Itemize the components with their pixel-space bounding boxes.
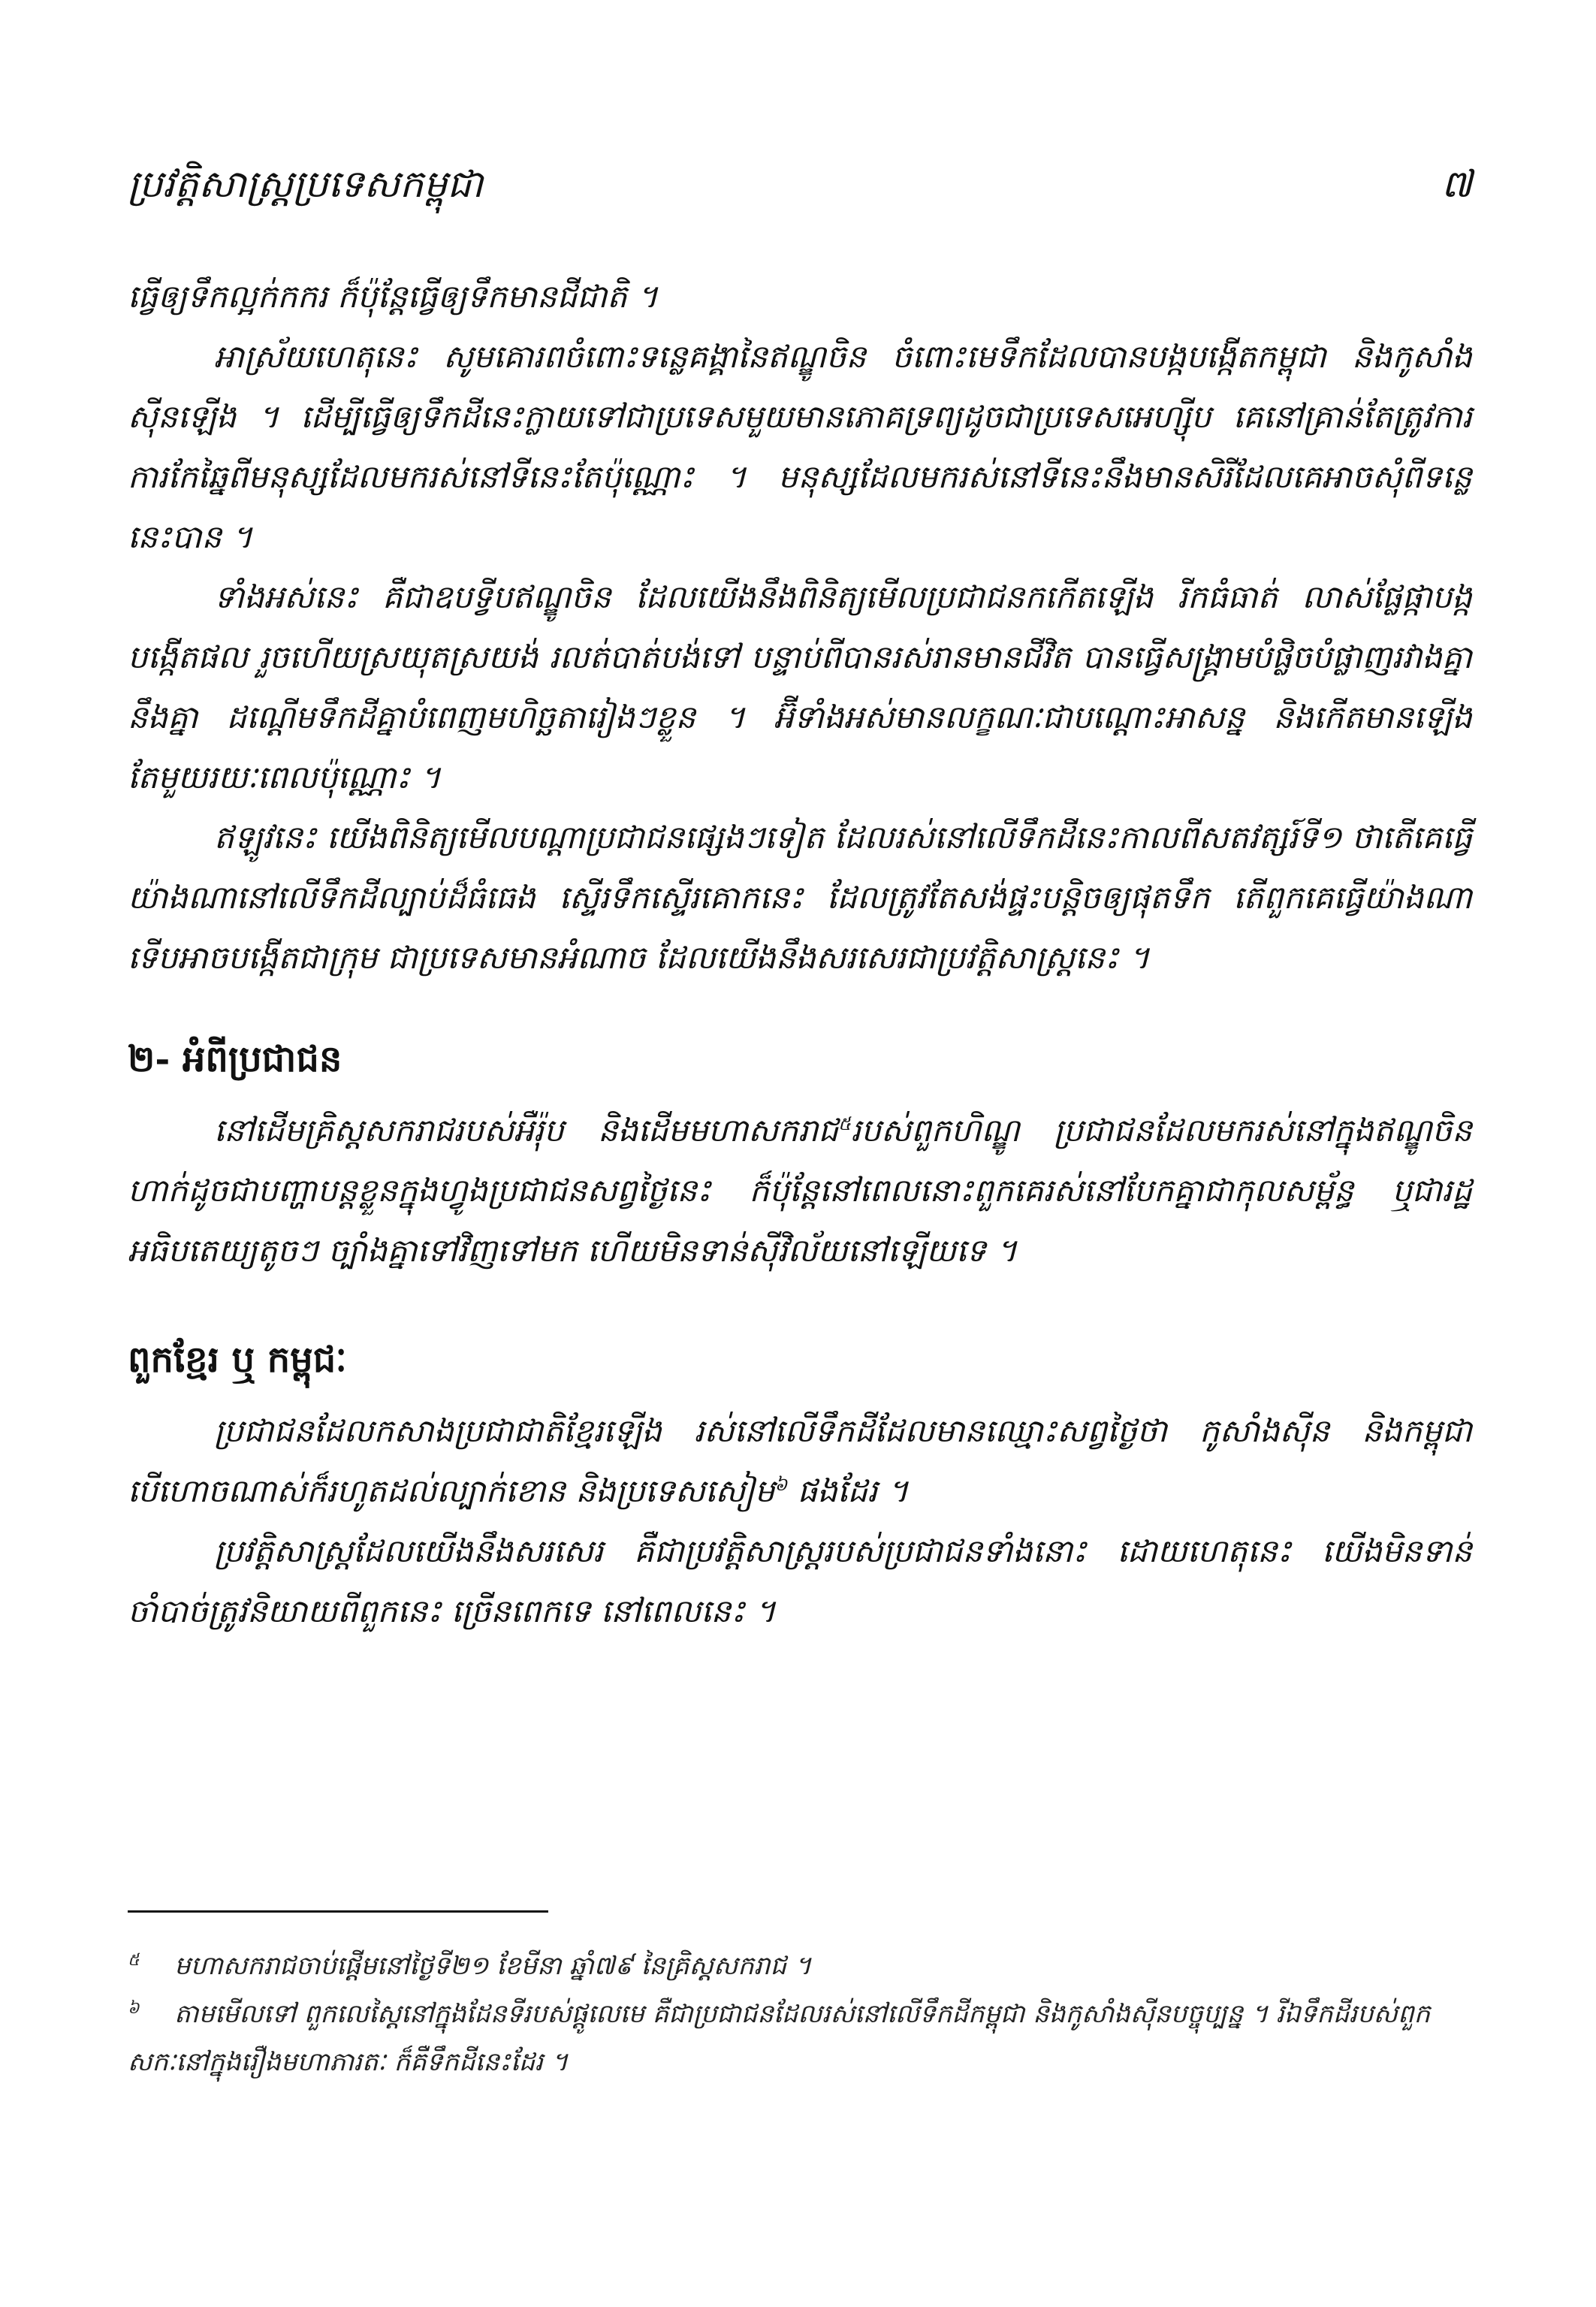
paragraph: ប្រវត្តិសាស្ត្រដែលយើងនឹងសរសេរ គឺជាប្រវត្តិសាស្ត្ររបស់ប្រជាជនទាំងនោះ ដោយហេតុនេះ យើងមិនទាន់ចាំបាច់ត្រូវនិយាយពីពួកនេះ ច្រើនពេកទេ នៅពេលនេះ ។: [128, 1532, 1472, 1629]
footnotes: [128, 1942, 1472, 2086]
page-number: ៧: [1441, 162, 1472, 206]
section-heading: ២- អំពីប្រជាជន: [128, 1038, 342, 1080]
paragraph: [128, 1101, 1472, 1281]
paragraph-text: ប្រជាជនដែលកសាងប្រជាជាតិខ្មែរឡើង រស់នៅលើទឹកដីដែលមានឈ្មោះសព្វថ្ងៃថា កូសាំងស៊ីន និងកម្ពុជា បើហោចណាស់ក៏រហូតដល់ល្បាក់ខោន និងប្រទេសសៀម: [128, 1412, 1472, 1509]
paragraph: អាស្រ័យហេតុនេះ សូមគោរពចំពោះទន្លេគង្គានៃឥណ្ឌូចិន ចំពោះមេទឹកដែលបានបង្កបង្កើតកម្ពុជា និងកូសាំងស៊ីនឡើង ។ ដើម្បីធ្វើឲ្យទឹកដីនេះក្លាយទៅជាប្រទេសមួយមានភោគទ្រព្យដូចជាប្រទេសអេហ្ស៊ីប គេនៅគ្រាន់តែត្រូវការការកែឆ្នៃពីមនុស្សដែលមករស់នៅទីនេះតែប៉ុណ្ណោះ ។ មនុស្សដែលមករស់នៅទីនេះនឹងមានសិរីដែលគេអាចសុំពីទន្លេនេះបាន ។: [128, 338, 1472, 555]
running-header: [128, 154, 1472, 214]
paragraph: ឥឡូវនេះ យើងពិនិត្យមើលបណ្ដាប្រជាជនផ្សេងៗទៀត ដែលរស់នៅលើទឹកដីនេះកាលពីសតវត្សរ៍ទី១ ថាតើគេធ្វើយ៉ាងណានៅលើទឹកដីល្បាប់ដ៏ធំធេង ស្ទើរទឹកស្ទើរគោកនេះ ដែលត្រូវតែសង់ផ្ទះបន្តិចឲ្យផុតទឹក តើពួកគេធ្វើយ៉ាងណាទើបអាចបង្កើតជាក្រុម ជាប្រទេសមានអំណាច ដែលយើងនឹងសរសេរជាប្រវត្តិសាស្ត្រនេះ ។: [128, 819, 1472, 976]
paragraph-text: របស់ពួកហិណ្ឌូ ប្រជាជនដែលមករស់នៅក្នុងឥណ្ឌូចិនហាក់ដូចជាបញ្ហាបន្តខ្លួនក្នុងហ្វូងប្រជាជនសព្វថ្ងៃនេះ ក៏ប៉ុន្តែនៅពេលនោះពួកគេរស់នៅបែកគ្នាជាកុលសម្ព័ន្ធ ឬជារដ្ឋអធិបតេយ្យតូចៗ ច្បាំងគ្នាទៅវិញទៅមក ហើយមិនទាន់ស៊ីវិល័យនៅឡើយទេ ។: [128, 1112, 1472, 1269]
footnote: ៥ មហាសករាជចាប់ផ្ដើមនៅថ្ងៃទី២១ ខែមីនា ឆ្នាំ៧៩ នៃគ្រិស្តសករាជ ។: [128, 1950, 812, 1981]
footnote-text: តាមមើលទៅ ពួកលេស្តៃនៅក្នុងដែនទីរបស់ផ្តូលេមេ គឺជាប្រជាជនដែលរស់នៅលើទឹកដីកម្ពុជា និងកូសាំងស៊ីនបច្ចុប្បន្ន ។ រីឯទឹកដីរបស់ពួក សកៈនៅក្នុងរឿងមហាភារតៈ ក៏គឺទឹកដីនេះដែរ ។: [128, 1999, 1431, 2077]
paragraph: ទាំងអស់នេះ គឺជាឧបទ្វីបឥណ្ឌូចិន ដែលយើងនឹងពិនិត្យមើលប្រជាជនកកើតឡើង រីកធំធាត់ លាស់ផ្លែផ្កាបង្កបង្កើតផល រួចហើយស្រយុតស្រយង់ រលត់បាត់បង់ទៅ បន្ទាប់ពីបានរស់រានមានជីវិត បានធ្វើសង្គ្រាមបំផ្លិចបំផ្លាញរវាងគ្នានឹងគ្នា ដណ្ដើមទឹកដីគ្នាបំពេញមហិច្ឆតារៀងៗខ្លួន ។ អ៊ីទាំងអស់មានលក្ខណៈជាបណ្ដោះអាសន្ន និងកើតមានឡើងតែមួយរយៈពេលប៉ុណ្ណោះ ។: [128, 578, 1472, 796]
paragraph-text: នៅដើមគ្រិស្តសករាជរបស់អឺរ៉ុប និងដើមមហាសករាជ: [214, 1112, 839, 1149]
subsection-heading: ពួកខ្មែរ ឬ កម្ពុជៈ: [128, 1339, 347, 1381]
footnote: ៦ តាមមើលទៅ ពួកលេស្តៃនៅក្នុងដែនទីរបស់ផ្តូលេមេ គឺជាប្រជាជនដែលរស់នៅលើទឹកដីកម្ពុជា និងកូសាំងស៊ីនបច្ចុប្បន្ន ។ រីឯទឹកដីរបស់ពួក សកៈនៅក្នុងរឿងមហាភារតៈ ក៏គឺទឹកដីនេះដែរ ។: [128, 1998, 1431, 2077]
paragraph: [128, 1401, 1472, 1521]
footnote-reference[interactable]: ៥: [838, 1113, 852, 1134]
running-title: ប្រវត្តិសាស្ត្រប្រទេសកម្ពុជា: [128, 162, 484, 206]
body-text: [128, 267, 1472, 1641]
footnote-reference[interactable]: ៦: [774, 1474, 788, 1495]
footnote-divider: [128, 1910, 548, 1913]
paragraph-text: ផងដែរ ។: [787, 1472, 909, 1509]
footnote-text: មហាសករាជចាប់ផ្ដើមនៅថ្ងៃទី២១ ខែមីនា ឆ្នាំ៧៩ នៃគ្រិស្តសករាជ ។: [174, 1951, 812, 1981]
paragraph-continuation: ធ្វើឲ្យទឹកល្អក់កករ ក៏ប៉ុន្តែធ្វើឲ្យទឹកមានជីជាតិ ។: [128, 278, 658, 315]
